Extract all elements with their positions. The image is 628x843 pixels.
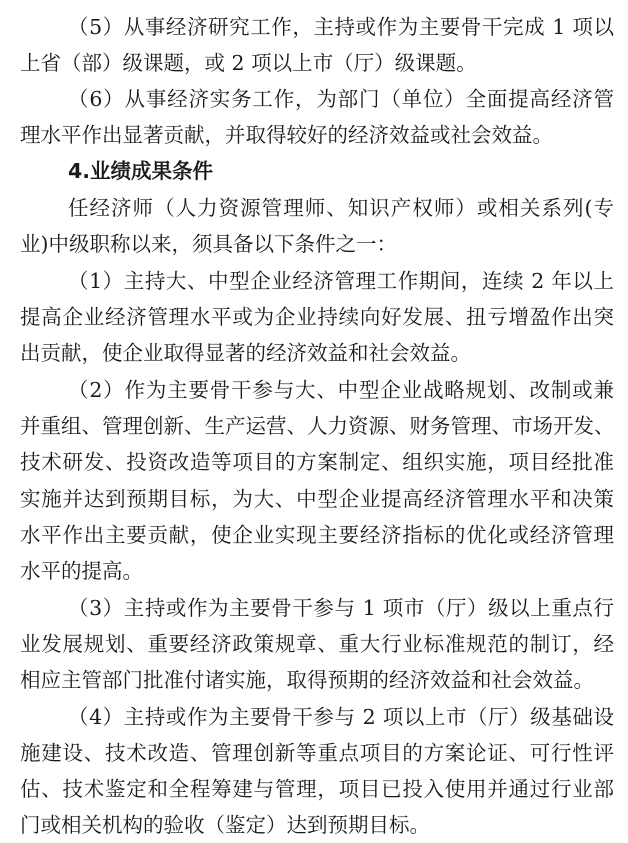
item-1-line-3: 出贡献，使企业取得显著的经济效益和社会效益。	[20, 341, 471, 365]
item-3-line-2: 业发展规划、重要经济政策规章、重大行业标准规范的制订，经	[20, 632, 614, 656]
item-3-line-1: （3）主持或作为主要骨干参与 1 项市（厅）级以上重点行	[68, 596, 614, 620]
paragraph-6-line-1: （6）从事经济实务工作，为部门（单位）全面提高经济管	[68, 87, 614, 111]
item-1-line-1: （1）主持大、中型企业经济管理工作期间，连续 2 年以上	[68, 269, 614, 293]
item-4-line-2: 施建设、技术改造、管理创新等重点项目的方案论证、可行性评	[20, 741, 614, 765]
item-3-line-3: 相应主管部门批准付诸实施，取得预期的经济效益和社会效益。	[20, 668, 594, 692]
paragraph-5-line-1: （5）从事经济研究工作，主持或作为主要骨干完成 1 项以	[68, 15, 614, 39]
intro-line-2: 业)中级职称以来，须具备以下条件之一：	[20, 232, 397, 256]
item-2-line-2: 并重组、管理创新、生产运营、人力资源、财务管理、市场开发、	[20, 414, 615, 438]
item-2-line-3: 技术研发、投资改造等项目的方案制定、组织实施，项目经批准	[20, 450, 614, 474]
item-2-line-6: 水平的提高。	[20, 559, 143, 583]
item-2-line-4: 实施并达到预期目标，为大、中型企业提高经济管理水平和决策	[20, 487, 614, 511]
item-2-line-5: 水平作出主要贡献，使企业实现主要经济指标的优化或经济管理	[20, 523, 614, 547]
item-4-line-4: 门或相关机构的验收（鉴定）达到预期目标。	[20, 813, 430, 837]
item-1-line-2: 提高企业经济管理水平或为企业持续向好发展、扭亏增盈作出突	[20, 305, 614, 329]
item-4-line-3: 估、技术鉴定和全程筹建与管理，项目已投入使用并通过行业部	[20, 777, 614, 801]
item-4-line-1: （4）主持或作为主要骨干参与 2 项以上市（厅）级基础设	[68, 705, 614, 729]
item-2-line-1: （2）作为主要骨干参与大、中型企业战略规划、改制或兼	[68, 378, 614, 402]
section-heading: 4.业绩成果条件	[68, 159, 214, 183]
intro-line-1: 任经济师（人力资源管理师、知识产权师）或相关系列(专	[68, 196, 614, 220]
paragraph-5-line-2: 上省（部）级课题，或 2 项以上市（厅）级课题。	[20, 51, 477, 75]
paragraph-6-line-2: 理水平作出显著贡献，并取得较好的经济效益或社会效益。	[20, 123, 553, 147]
